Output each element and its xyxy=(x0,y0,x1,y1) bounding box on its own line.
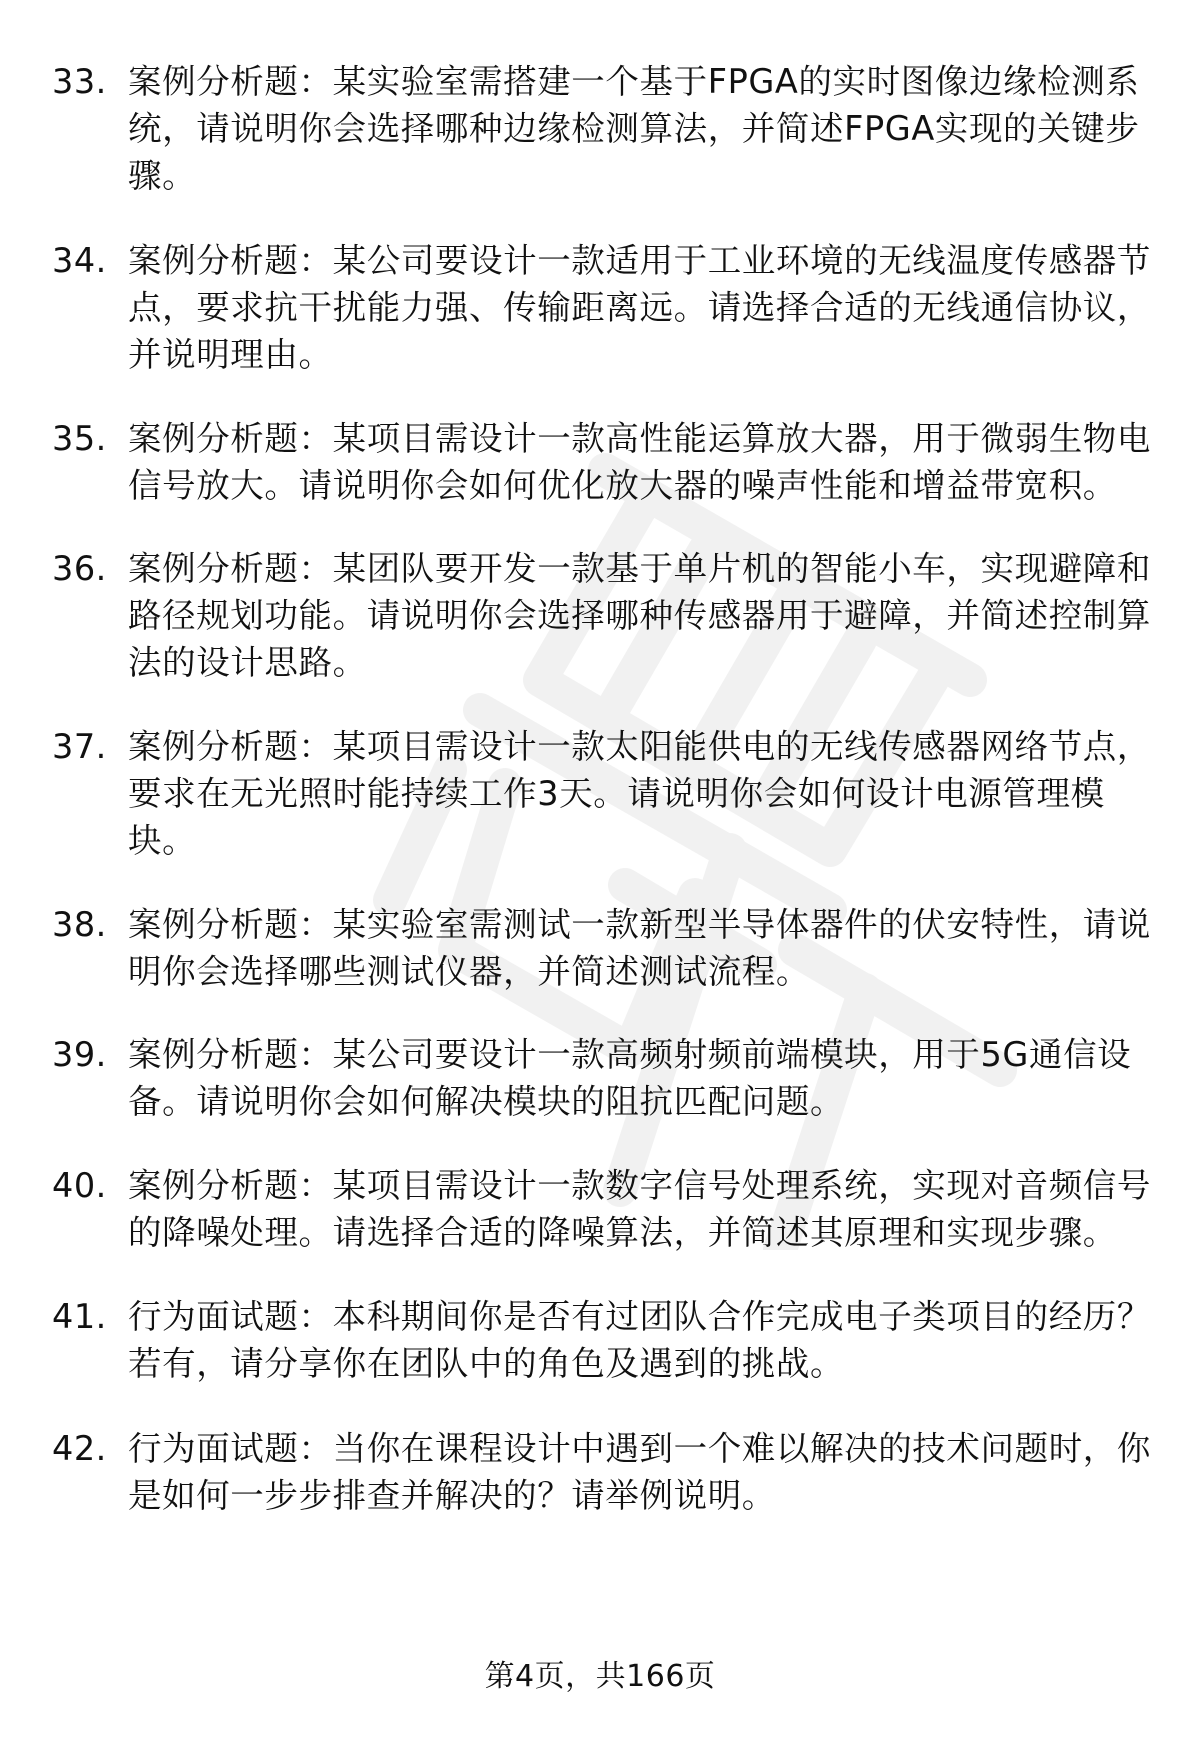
question-text: 案例分析题：某项目需设计一款高性能运算放大器，用于微弱生物电信号放大。请说明你会如何优化放大器的噪声性能和增益带宽积。 xyxy=(128,419,1151,505)
question-text: 行为面试题：当你在课程设计中遇到一个难以解决的技术问题时，你是如何一步步排查并解决的？请举例说明。 xyxy=(128,1429,1151,1515)
question-item xyxy=(52,1031,1162,1125)
question-item xyxy=(52,1293,1162,1387)
question-item xyxy=(52,58,1162,199)
question-item xyxy=(52,1425,1162,1519)
question-number: 37. xyxy=(52,727,107,766)
question-number: 40. xyxy=(52,1166,107,1205)
question-item xyxy=(52,545,1162,686)
question-number: 33. xyxy=(52,62,107,101)
question-number: 34. xyxy=(52,241,107,280)
question-item xyxy=(52,1162,1162,1256)
question-number: 36. xyxy=(52,549,107,588)
question-number: 38. xyxy=(52,905,107,944)
question-number: 42. xyxy=(52,1429,107,1468)
question-text: 案例分析题：某公司要设计一款高频射频前端模块，用于5G通信设备。请说明你会如何解决模块的阻抗匹配问题。 xyxy=(128,1035,1132,1121)
question-text: 案例分析题：某公司要设计一款适用于工业环境的无线温度传感器节点，要求抗干扰能力强、传输距离远。请选择合适的无线通信协议，并说明理由。 xyxy=(128,241,1151,374)
question-text: 案例分析题：某实验室需测试一款新型半导体器件的伏安特性，请说明你会选择哪些测试仪器，并简述测试流程。 xyxy=(128,905,1151,991)
question-item xyxy=(52,415,1162,509)
question-number: 41. xyxy=(52,1297,107,1336)
question-item xyxy=(52,901,1162,995)
question-text: 案例分析题：某团队要开发一款基于单片机的智能小车，实现避障和路径规划功能。请说明你会选择哪种传感器用于避障，并简述控制算法的设计思路。 xyxy=(128,549,1151,682)
page-footer: 第4页，共166页 xyxy=(484,1659,716,1694)
question-text: 案例分析题：某实验室需搭建一个基于FPGA的实时图像边缘检测系统，请说明你会选择哪种边缘检测算法，并简述FPGA实现的关键步骤。 xyxy=(128,62,1140,195)
question-list xyxy=(52,58,1162,1519)
question-text: 案例分析题：某项目需设计一款数字信号处理系统，实现对音频信号的降噪处理。请选择合适的降噪算法，并简述其原理和实现步骤。 xyxy=(128,1166,1151,1252)
question-number: 39. xyxy=(52,1035,107,1074)
question-item xyxy=(52,237,1162,378)
question-text: 案例分析题：某项目需设计一款太阳能供电的无线传感器网络节点，要求在无光照时能持续工作3天。请说明你会如何设计电源管理模块。 xyxy=(128,727,1151,860)
question-item xyxy=(52,723,1162,864)
question-text: 行为面试题：本科期间你是否有过团队合作完成电子类项目的经历？若有，请分享你在团队中的角色及遇到的挑战。 xyxy=(128,1297,1151,1383)
question-number: 35. xyxy=(52,419,107,458)
